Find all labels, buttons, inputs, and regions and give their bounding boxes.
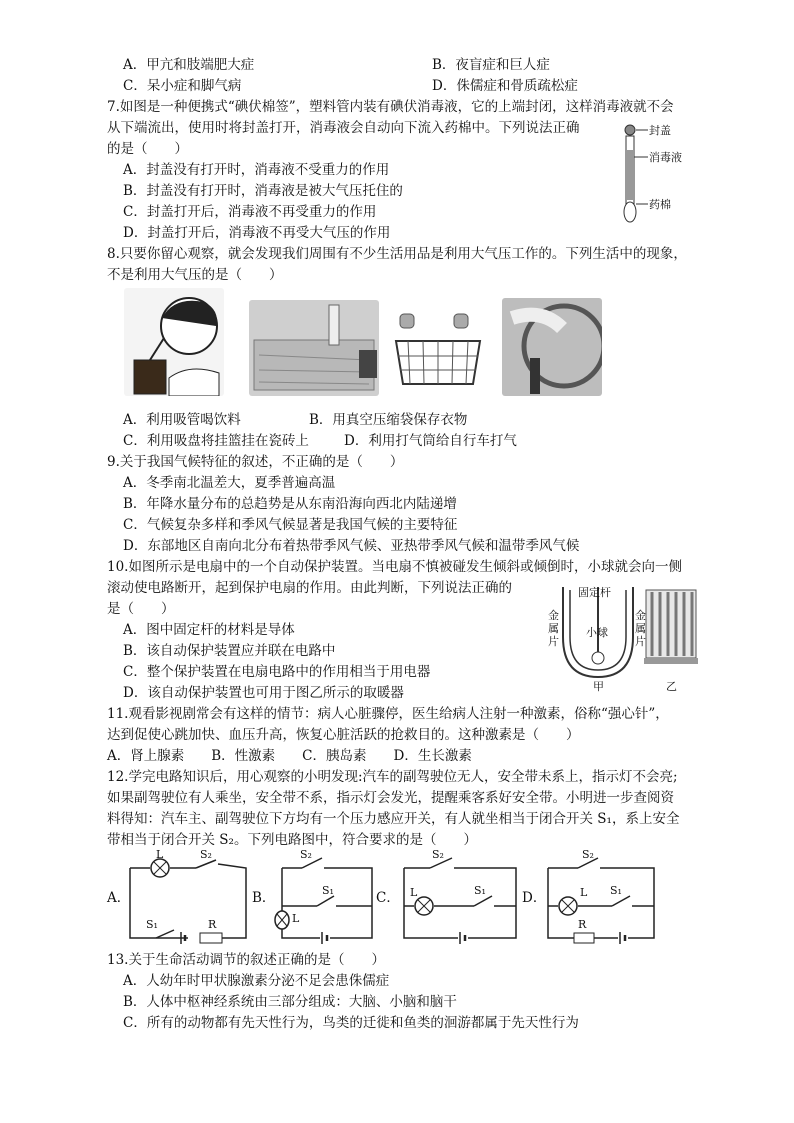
- q7-swab-figure: [618, 120, 698, 225]
- q10-option-c: C．整个保护装置在电扇电路中的作用相当于用电器: [123, 664, 431, 680]
- circuit-d-s2-label: S₂: [582, 848, 594, 861]
- q7-stem-line1: 7.如图是一种便携式“碘伏棉签”，塑料管内装有碘伏消毒液，它的上端封闭，这样消毒液就不会: [107, 99, 674, 115]
- circuit-d-label: D．: [522, 890, 547, 906]
- q10-option-b: B．该自动保护装置应并联在电路中: [123, 643, 336, 659]
- circuit-d: [542, 848, 660, 944]
- circuit-b-label: B．: [252, 890, 276, 906]
- q7-option-c: C．封盖打开后，消毒液不再受重力的作用: [123, 204, 377, 220]
- swab-liquid-label: 消毒液: [649, 151, 682, 164]
- q12-stem-line4: 带相当于闭合开关 S₂。下列电路图中，符合要求的是（ ）: [107, 832, 477, 848]
- swab-liquid: [627, 150, 633, 200]
- circuit-a-s2-label: S₂: [200, 848, 212, 861]
- q13-option-a: A．人幼年时甲状腺激素分泌不足会患侏儒症: [123, 973, 390, 989]
- swab-cap-label: 封盖: [649, 124, 671, 137]
- q9-option-a: A．冬季南北温差大，夏季普遍高温: [123, 475, 336, 491]
- circuit-d-lamp-label: L: [580, 886, 588, 899]
- circuit-a-s1-label: S₁: [146, 918, 158, 931]
- q8-option-a: A．利用吸管喝饮料: [123, 412, 241, 428]
- q9-option-b: B．年降水量分布的总趋势是从东南沿海向西北内陆递增: [123, 496, 457, 512]
- circuit-a-lamp-label: L: [156, 848, 164, 861]
- circuit-d-r-label: R: [578, 918, 587, 931]
- fixed-rod-label: 固定杆: [578, 586, 611, 599]
- q7-option-a: A．封盖没有打开时，消毒液不受重力的作用: [123, 162, 390, 178]
- q7-option-b: B．封盖没有打开时，消毒液是被大气压托住的: [123, 183, 403, 199]
- circuit-c-label: C．: [376, 890, 400, 906]
- metal-sheet-right-label-3: 片: [635, 635, 646, 648]
- metal-sheet-left-label-1: 金: [548, 609, 559, 622]
- circuit-b: [272, 848, 378, 944]
- metal-sheet-left-label-3: 片: [548, 635, 559, 648]
- q7-stem-line3: 的是（ ）: [107, 141, 188, 157]
- swab-cotton: [624, 202, 636, 222]
- q10-stem-line2: 滚动使电路断开，起到保护电扇的作用。由此判断，下列说法正确的: [107, 580, 512, 596]
- q12-stem-line2: 如果副驾驶位有人乘坐，安全带不系，指示灯会发光，提醒乘客系好安全带。小明进一步查阅资: [107, 790, 674, 806]
- q10-option-a: A．图中固定杆的材料是导体: [123, 622, 295, 638]
- q6-option-c: C．呆小症和脚气病: [123, 78, 242, 94]
- q10-option-d: D．该自动保护装置也可用于图乙所示的取暖器: [123, 685, 404, 701]
- metal-sheet-right-label-2: 属: [635, 622, 646, 635]
- circuit-a: [126, 848, 250, 944]
- metal-sheet-left-label-2: 属: [548, 622, 559, 635]
- circuit-c-s1-label: S₁: [474, 884, 486, 897]
- circuit-b-lamp-label: L: [292, 912, 300, 925]
- q6-option-b: B．夜盲症和巨人症: [432, 57, 550, 73]
- swab-cap: [625, 125, 635, 135]
- circuit-c-s2-label: S₂: [432, 848, 444, 861]
- q10-stem-line3: 是（ ）: [107, 601, 175, 617]
- q7-option-d: D．封盖打开后，消毒液不再受大气压的作用: [123, 225, 391, 241]
- circuit-b-s1-label: S₁: [322, 884, 334, 897]
- metal-sheet-right-label-1: 金: [635, 609, 646, 622]
- figure-yi-label: 乙: [666, 680, 677, 693]
- vacuum-bag-image: [249, 300, 379, 396]
- swab-cotton-label: 药棉: [649, 198, 671, 211]
- q6-option-a: A．甲亢和肢端肥大症: [123, 57, 255, 73]
- figure-jia-label: 甲: [593, 680, 604, 693]
- q11-stem-line2: 达到促使心跳加快、血压升高，恢复心脏活跃的抢救目的。这种激素是（ ）: [107, 727, 580, 743]
- q8-option-c: C．利用吸盘将挂篮挂在瓷砖上: [123, 433, 309, 449]
- q9-option-c: C．气候复杂多样和季风气候显著是我国气候的主要特征: [123, 517, 458, 533]
- q11-options: A．肾上腺素 B．性激素 C．胰岛素 D．生长激素: [107, 748, 472, 764]
- circuit-a-label: A．: [107, 890, 131, 906]
- circuit-c: [398, 848, 522, 944]
- q8-option-b: B．用真空压缩袋保存衣物: [309, 412, 468, 428]
- ball-label: 小球: [586, 626, 608, 639]
- q13-option-c: C．所有的动物都有先天性行为，鸟类的迁徙和鱼类的洄游都属于先天性行为: [123, 1015, 579, 1031]
- suction-basket-image: [388, 306, 488, 396]
- circuit-a-r-label: R: [208, 918, 217, 931]
- protector-diagram: [548, 582, 698, 692]
- circuit-b-s2-label: S₂: [300, 848, 312, 861]
- q13-stem: 13.关于生命活动调节的叙述正确的是（ ）: [107, 952, 385, 968]
- straw-drinking-image: [124, 288, 224, 396]
- q8-option-d: D．利用打气筒给自行车打气: [344, 433, 517, 449]
- q10-protector-figure: [548, 582, 698, 692]
- circuit-d-s1-label: S₁: [610, 884, 622, 897]
- q9-stem: 9.关于我国气候特征的叙述，不正确的是（ ）: [107, 454, 404, 470]
- q12-stem-line3: 料得知：汽车主、副驾驶位下方均有一个压力感应开关，有人就坐相当于闭合开关 S₁，系上安全: [107, 811, 680, 827]
- q12-stem-line1: 12.学完电路知识后，用心观察的小明发现:汽车的副驾驶位无人，安全带未系上，指示灯不会亮;: [107, 769, 678, 785]
- q6-option-d: D．侏儒症和骨质疏松症: [432, 78, 578, 94]
- q10-stem-line1: 10.如图所示是电扇中的一个自动保护装置。当电扇不慎被碰发生倾斜或倾倒时，小球就会向一侧: [107, 559, 682, 575]
- circuit-c-lamp-label: L: [410, 886, 418, 899]
- q8-stem-line2: 不是利用大气压的是（ ）: [107, 267, 283, 283]
- q8-stem-line1: 8.只要你留心观察，就会发现我们周围有不少生活用品是利用大气压工作的。下列生活中的现象，: [107, 246, 687, 262]
- bike-pump-image: [502, 298, 602, 396]
- q13-option-b: B．人体中枢神经系统由三部分组成：大脑、小脑和脑干: [123, 994, 457, 1010]
- q7-stem-line2: 从下端流出，使用时将封盖打开，消毒液会自动向下流入药棉中。下列说法正确: [107, 120, 580, 136]
- q11-stem-line1: 11.观看影视剧常会有这样的情节：病人心脏骤停，医生给病人注射一种激素，俗称“强心针”，: [107, 706, 669, 722]
- q9-option-d: D．东部地区自南向北分布着热带季风气候、亚热带季风气候和温带季风气候: [123, 538, 580, 554]
